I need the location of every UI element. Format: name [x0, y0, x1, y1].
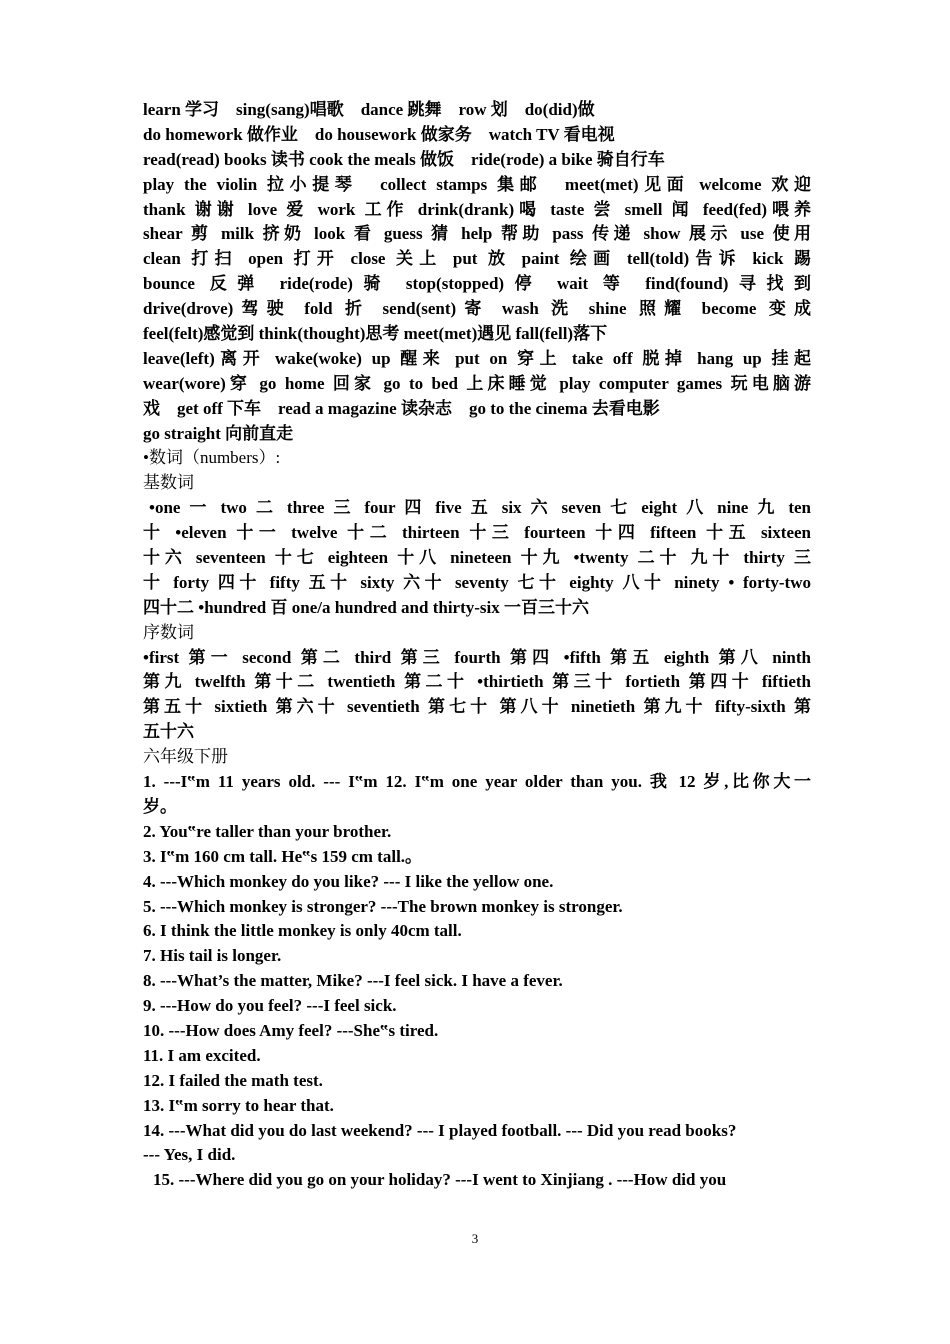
text-line: 第五十 sixtieth 第六十 seventieth 第七十 第八十 ninetieth 第九十 fifty-sixth 第 [143, 697, 811, 717]
text-line: 十六 seventeen 十七 eighteen 十八 nineteen 十九 •twenty 二十 九十 thirty 三 [143, 548, 811, 568]
text-line: 15. ---Where did you go on your holiday? ---I went to Xinjiang . ---How did you [153, 1170, 727, 1190]
page-number: 3 [471, 1231, 479, 1246]
text-line: 4. ---Which monkey do you like? --- I like the yellow one. [143, 871, 554, 891]
text-line: leave(left)离开 wake(woke) up 醒来 put on 穿上 take off 脱掉 hang up 挂起 [143, 348, 811, 368]
text-line: wear(wore)穿 go home 回家 go to bed 上床睡觉 play computer games 玩电脑游 [143, 373, 811, 393]
text-line: 五十六 [143, 722, 194, 742]
text-line: •数词（numbers）: [143, 448, 281, 468]
text-line: 十 forty 四十 fifty 五十 sixty 六十 seventy 七十 eighty 八十 ninety • forty-two [143, 572, 811, 592]
text-line: 6. I think the little monkey is only 40cm tall. [143, 921, 462, 941]
text-line: •first 第一 second 第二 third 第三 fourth 第四 •fifth 第五 eighth 第八 ninth [143, 647, 811, 667]
text-line: 十 •eleven 十一 twelve 十二 thirteen 十三 fourteen 十四 fifteen 十五 sixteen [143, 523, 811, 543]
text-line: bounce 反弹 ride(rode)骑 stop(stopped)停 wait 等 find(found)寻找到 [143, 274, 811, 294]
text-line: 12. I failed the math test. [143, 1070, 323, 1090]
document-page [143, 98, 811, 1193]
text-line: go straight 向前直走 [143, 423, 294, 443]
text-line: play the violin 拉小提琴 collect stamps 集邮 meet(met)见面 welcome 欢迎 [143, 174, 811, 194]
text-line: 14. ---What did you do last weekend? --- I played football. --- Did you read books? [143, 1120, 737, 1140]
text-line: 岁。 [143, 796, 177, 816]
text-line: clean 打扫 open 打开 close 关上 put 放 paint 绘画 tell(told)告诉 kick 踢 [143, 249, 811, 269]
text-line: drive(drove)驾驶 fold 折 send(sent)寄 wash 洗 shine 照耀 become 变成 [143, 299, 811, 319]
text-line: 基数词 [143, 473, 194, 493]
text-line: do homework 做作业 do housework 做家务 watch TV 看电视 [143, 124, 615, 144]
text-line: learn 学习 sing(sang)唱歌 dance 跳舞 row 划 do(did)做 [143, 100, 595, 119]
text-line: 8. ---What’s the matter, Mike? ---I feel sick. I have a fever. [143, 971, 563, 991]
text-line: •one 一 two 二 three 三 four 四 five 五 six 六 seven 七 eight 八 nine 九 ten [149, 498, 811, 518]
text-line: thank 谢谢 love 爱 work 工作 drink(drank)喝 taste 尝 smell 闻 feed(fed)喂养 [143, 199, 811, 219]
text-line: feel(felt)感觉到 think(thought)思考 meet(met)遇见 fall(fell)落下 [143, 324, 608, 344]
text-line: 10. ---How does Amy feel? ---She‟s tired. [143, 1020, 439, 1040]
text-line: 7. His tail is longer. [143, 946, 282, 966]
text-line: 第九 twelfth 第十二 twentieth 第二十 •thirtieth 第三十 fortieth 第四十 fiftieth [143, 672, 811, 692]
text-line: 3. I‟m 160 cm tall. He‟s 159 cm tall.。 [143, 846, 423, 866]
text-line: 六年级下册 [143, 747, 228, 767]
text-line: 5. ---Which monkey is stronger? ---The brown monkey is stronger. [143, 896, 623, 916]
text-line: 2. You‟re taller than your brother. [143, 821, 392, 841]
text-line: shear 剪 milk 挤奶 look 看 guess 猜 help 帮助 pass 传递 show 展示 use 使用 [143, 224, 811, 244]
text-line: read(read) books 读书 cook the meals 做饭 ride(rode) a bike 骑自行车 [143, 149, 665, 169]
text-line: 11. I am excited. [143, 1045, 261, 1065]
text-line: --- Yes, I did. [143, 1145, 236, 1165]
text-line: 序数词 [143, 622, 194, 642]
text-line: 四十二 •hundred 百 one/a hundred and thirty-six 一百三十六 [143, 597, 589, 617]
text-line: 9. ---How do you feel? ---I feel sick. [143, 996, 397, 1016]
text-line: 1. ---I‟m 11 years old. --- I‟m 12. I‟m one year older than you. 我 12 岁,比你大一 [143, 772, 811, 792]
text-line: 13. I‟m sorry to hear that. [143, 1095, 334, 1115]
text-line: 戏 get off 下车 read a magazine 读杂志 go to the cinema 去看电影 [143, 398, 660, 418]
